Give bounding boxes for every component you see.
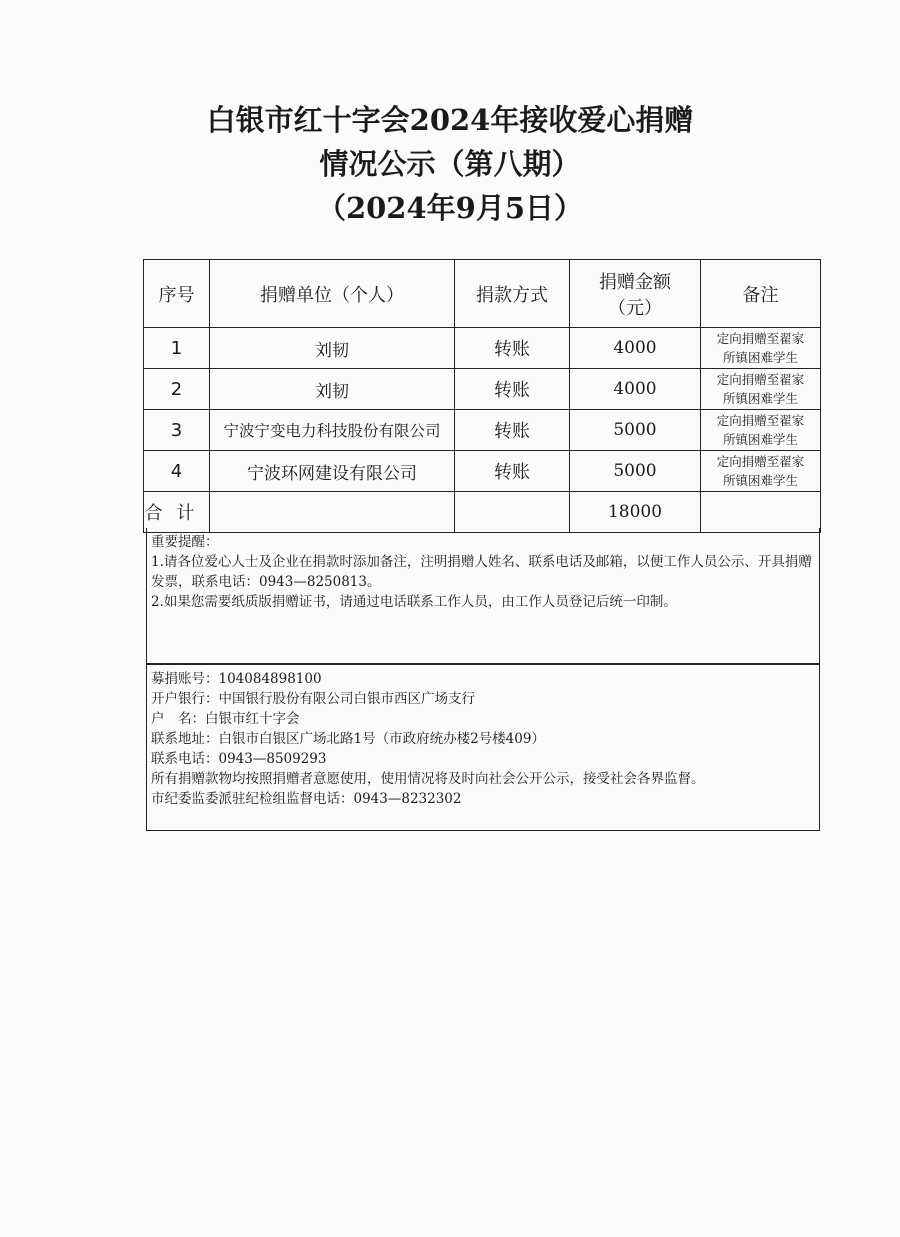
cell-note bbox=[701, 451, 821, 492]
table-row bbox=[144, 410, 821, 451]
cell-no: 1 bbox=[144, 328, 210, 369]
cell-note bbox=[701, 410, 821, 451]
donation-table bbox=[143, 259, 821, 533]
title-line-1: 白银市红十字会2024年接收爱心捐赠 bbox=[206, 103, 694, 137]
cell-amount: 4000 bbox=[570, 369, 701, 410]
cell-note-line2: 所镇困难学生 bbox=[722, 432, 798, 447]
cell-method: 转账 bbox=[455, 369, 570, 410]
bank-name: 开户银行：中国银行股份有限公司白银市西区广场支行 bbox=[151, 691, 475, 707]
total-amount: 18000 bbox=[570, 492, 701, 533]
table-row bbox=[144, 369, 821, 410]
total-empty-method bbox=[455, 492, 570, 533]
total-label: 合计 bbox=[144, 492, 210, 533]
header-method: 捐款方式 bbox=[455, 260, 570, 328]
cell-method: 转账 bbox=[455, 328, 570, 369]
cell-amount: 5000 bbox=[570, 451, 701, 492]
cell-note-line2: 所镇困难学生 bbox=[722, 391, 798, 406]
cell-note bbox=[701, 369, 821, 410]
cell-no: 3 bbox=[144, 410, 210, 451]
header-amount-line1: 捐赠金额 bbox=[599, 271, 671, 293]
cell-note-line1: 定向捐赠至翟家 bbox=[716, 372, 805, 387]
cell-amount: 4000 bbox=[570, 328, 701, 369]
notice-item-1: 1.请各位爱心人士及企业在捐款时添加备注，注明捐赠人姓名、联系电话及邮箱，以便工作人员公示、开具捐赠发票，联系电话：0943—8250813。 bbox=[151, 554, 812, 590]
notice-heading: 重要提醒： bbox=[151, 534, 219, 550]
title-line-3: （2024年9月5日） bbox=[316, 191, 584, 225]
cell-method: 转账 bbox=[455, 410, 570, 451]
header-no: 序号 bbox=[144, 260, 210, 328]
table-header-row bbox=[144, 260, 821, 328]
header-note: 备注 bbox=[701, 260, 821, 328]
usage-statement: 所有捐赠款物均按照捐赠者意愿使用，使用情况将及时向社会公开公示，接受社会各界监督。 bbox=[151, 771, 705, 787]
cell-note bbox=[701, 328, 821, 369]
cell-donor: 刘韧 bbox=[210, 328, 455, 369]
cell-amount: 5000 bbox=[570, 410, 701, 451]
cell-note-line2: 所镇困难学生 bbox=[722, 350, 798, 365]
total-empty-note bbox=[701, 492, 821, 533]
header-amount-line2: （元） bbox=[608, 297, 662, 319]
cell-donor: 宁波宁变电力科技股份有限公司 bbox=[210, 410, 455, 451]
contact-address: 联系地址：白银市白银区广场北路1号（市政府统办楼2号楼409） bbox=[151, 731, 545, 747]
cell-donor: 宁波环网建设有限公司 bbox=[210, 451, 455, 492]
notice-item-2: 2.如果您需要纸质版捐赠证书，请通过电话联系工作人员，由工作人员登记后统一印制。 bbox=[151, 594, 677, 610]
header-donor: 捐赠单位（个人） bbox=[210, 260, 455, 328]
title-line-2: 情况公示（第八期） bbox=[319, 147, 581, 181]
total-row bbox=[144, 492, 821, 533]
cell-no: 2 bbox=[144, 369, 210, 410]
cell-donor: 刘韧 bbox=[210, 369, 455, 410]
cell-no: 4 bbox=[144, 451, 210, 492]
cell-method: 转账 bbox=[455, 451, 570, 492]
cell-note-line1: 定向捐赠至翟家 bbox=[716, 413, 805, 428]
page-title bbox=[0, 98, 900, 230]
table-row bbox=[144, 328, 821, 369]
cell-note-line1: 定向捐赠至翟家 bbox=[716, 454, 805, 469]
supervision-phone: 市纪委监委派驻纪检组监督电话：0943—8232302 bbox=[151, 791, 462, 807]
bank-info-box bbox=[146, 664, 820, 831]
table-row bbox=[144, 451, 821, 492]
account-holder: 户 名：白银市红十字会 bbox=[151, 711, 300, 727]
bank-account: 募捐账号：104084898100 bbox=[151, 671, 322, 687]
cell-note-line1: 定向捐赠至翟家 bbox=[716, 331, 805, 346]
total-empty-donor bbox=[210, 492, 455, 533]
header-amount bbox=[570, 260, 701, 328]
contact-phone: 联系电话：0943—8509293 bbox=[151, 751, 327, 767]
notice-box bbox=[146, 528, 820, 664]
cell-note-line2: 所镇困难学生 bbox=[722, 473, 798, 488]
